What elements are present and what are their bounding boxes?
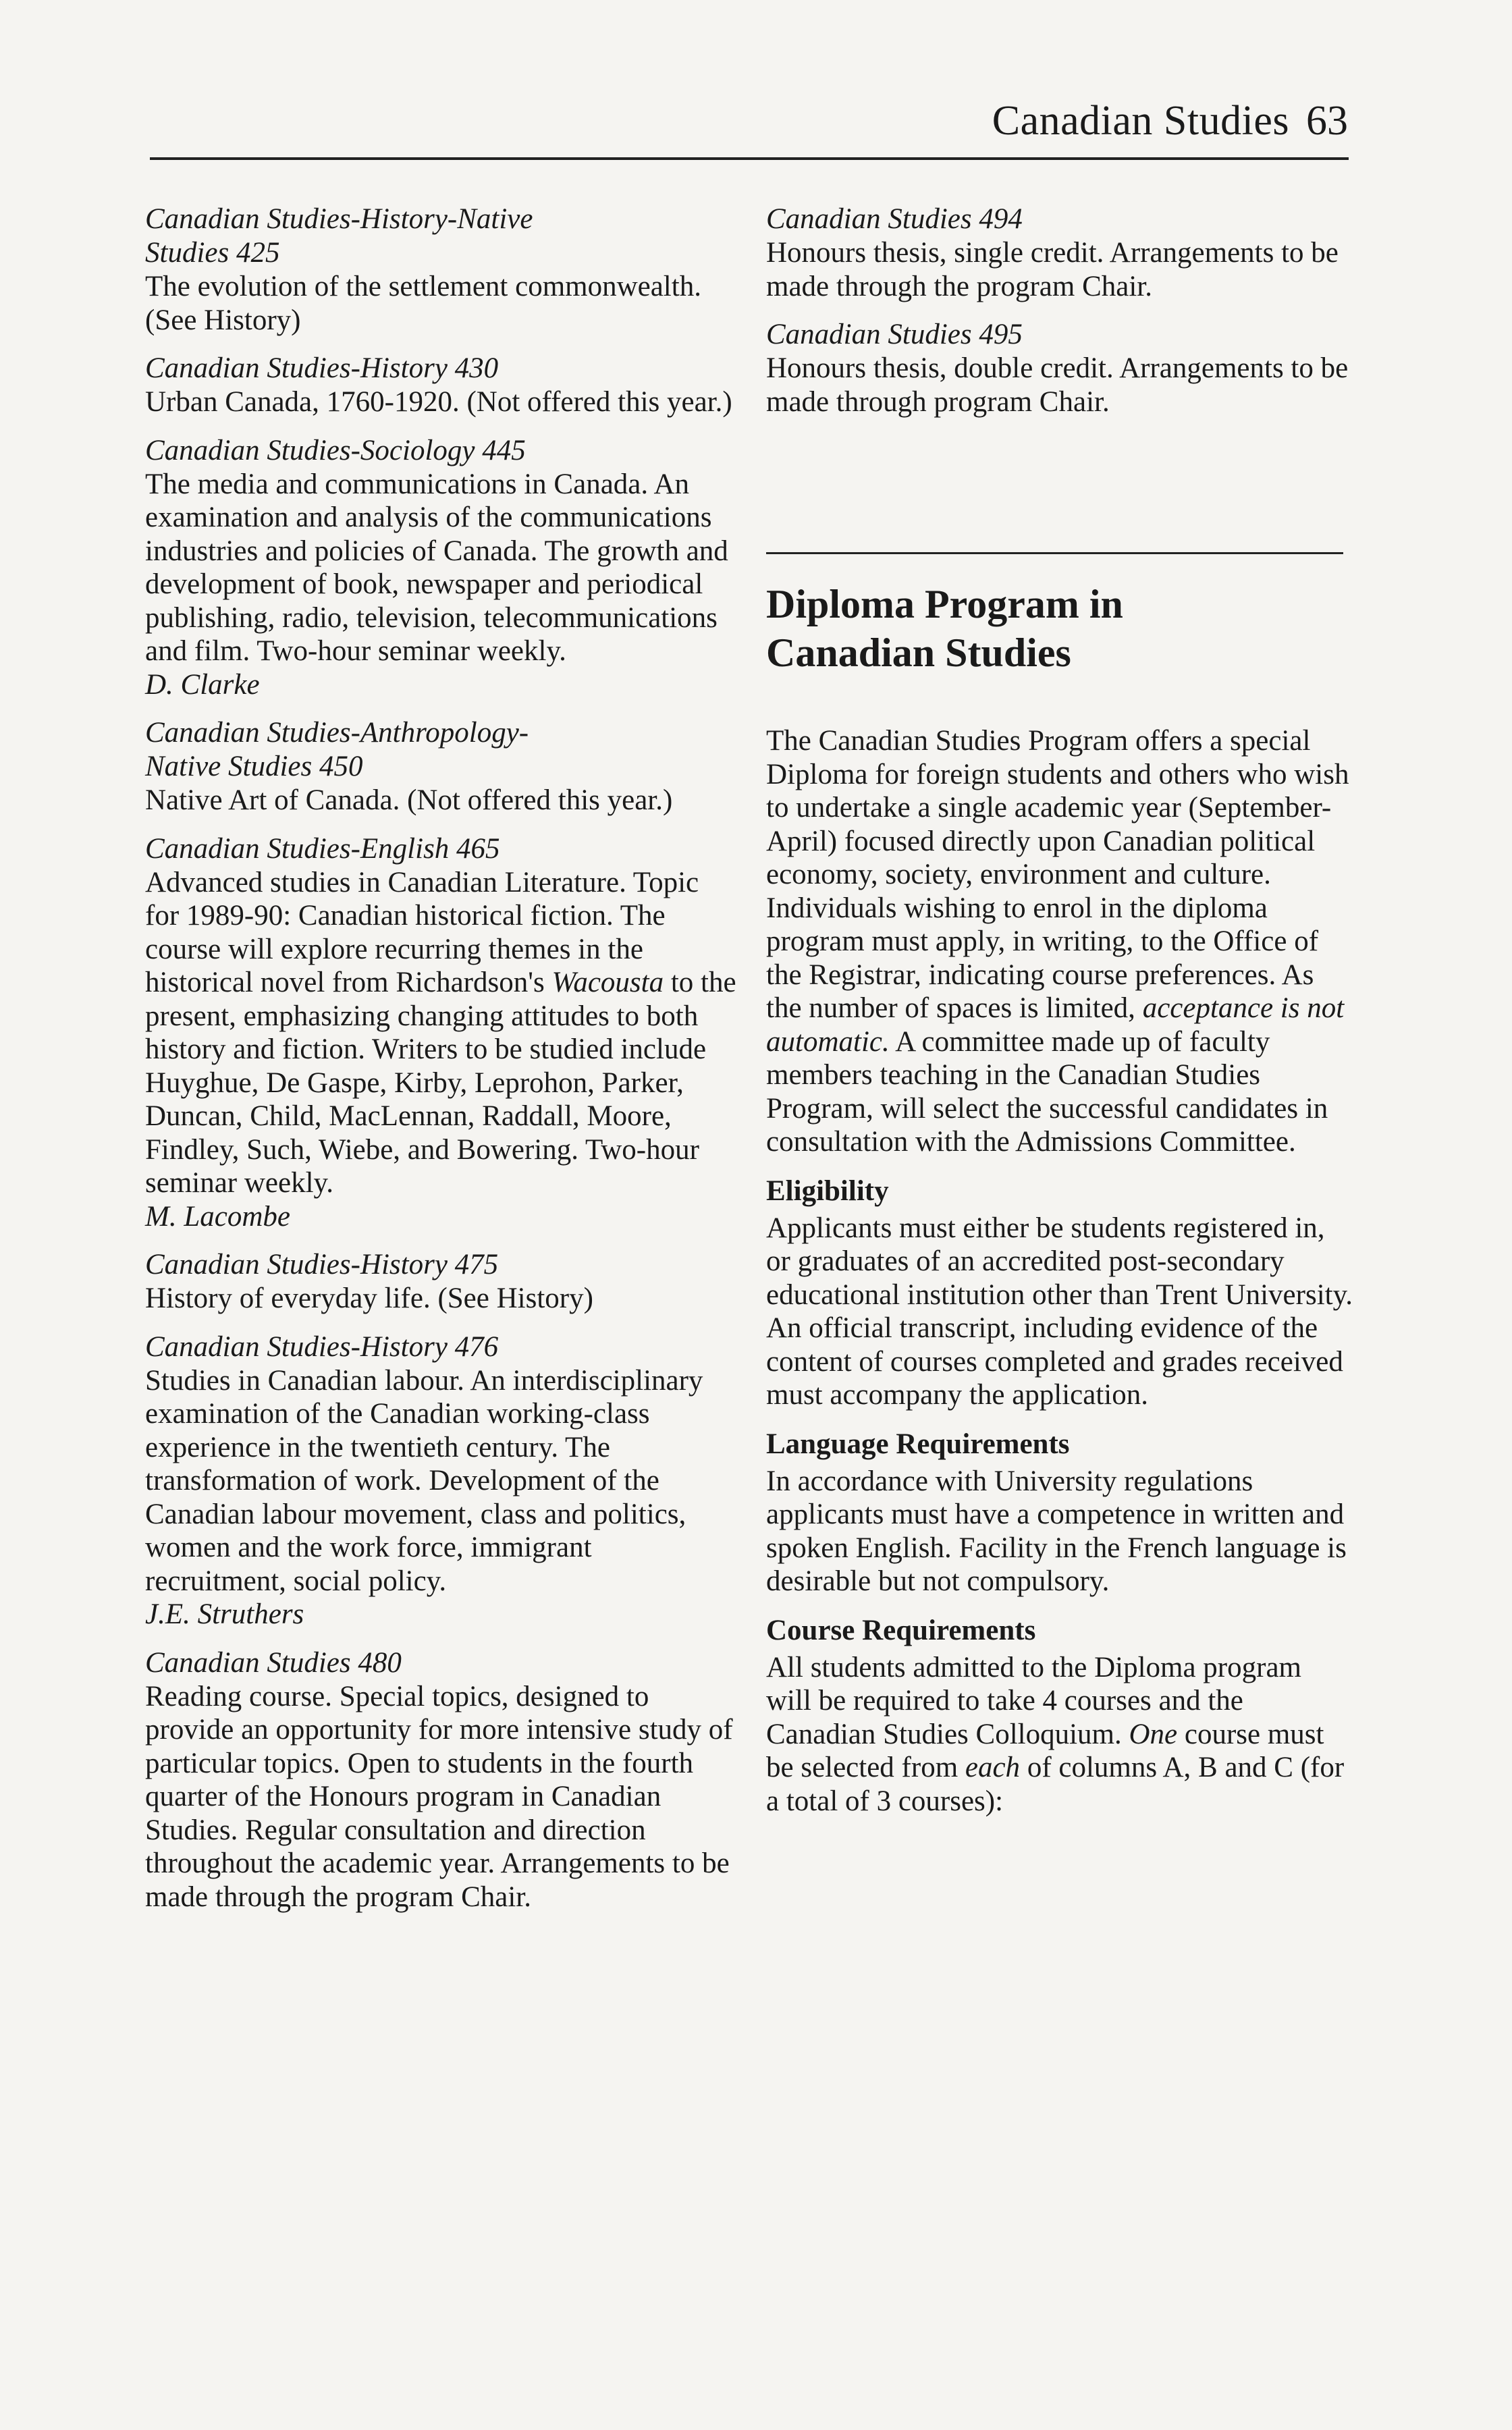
emphasis-text: acceptance is not automatic.: [766, 992, 1345, 1058]
course-description: Honours thesis, single credit. Arrangements to be made through the program Chair.: [766, 237, 1339, 302]
paragraph-text: All students admitted to the Diploma program will be required to take 4 courses and the Canadian Studies Colloquium.: [766, 1651, 1301, 1750]
course-entry: [145, 1248, 739, 1316]
emphasis-text: each: [965, 1752, 1021, 1783]
left-column: [145, 202, 739, 1928]
course-description: Honours thesis, double credit. Arrangements to be made through program Chair.: [766, 352, 1349, 418]
course-instructor: M. Lacombe: [145, 1200, 290, 1233]
course-title: Canadian Studies-English 465: [145, 832, 500, 865]
course-title: Canadian Studies-Anthropology- Native Studies 450: [145, 717, 529, 782]
course-description: The media and communications in Canada. An examination and analysis of the communications industries and policies of Canada. The growth and development of book, newspaper and periodical publishing, radio, television, telecommunications and film. Two-hour seminar weekly.: [145, 468, 728, 667]
course-instructor: J.E. Struthers: [145, 1598, 304, 1630]
course-description: History of everyday life. (See History): [145, 1282, 593, 1314]
page-number: 63: [1306, 98, 1348, 144]
paragraph-text: of columns A, B and C (for a total of 3 courses):: [766, 1752, 1345, 1817]
section-heading-line: Diploma Program in: [766, 582, 1123, 626]
course-entry: [766, 318, 1353, 418]
course-title: Canadian Studies-History 475: [145, 1249, 499, 1280]
section-heading-line: Canadian Studies: [766, 630, 1071, 675]
course-title: Canadian Studies-History 476: [145, 1330, 499, 1363]
description-text: Advanced studies in Canadian Literature. Topic for 1989-90: Canadian historical fiction. The course will explore recurring themes in the historical novel from Richardson's: [145, 866, 699, 998]
course-title: Canadian Studies-History 430: [145, 352, 499, 384]
section-heading: [766, 580, 1353, 677]
course-entry: [766, 202, 1353, 303]
course-description: Studies in Canadian labour. An interdisciplinary examination of the Canadian working-class experience in the twentieth century. The transformation of work. Development of the Canadian labour movement, class and politics, women and the work force, immigrant recruitment, social policy.: [145, 1364, 703, 1597]
language-paragraph: In accordance with University regulations applicants must have a competence in written and spoken English. Facility in the French language is desirable but not compulsory.: [766, 1465, 1347, 1597]
course-instructor: D. Clarke: [145, 668, 260, 701]
section-rule: [766, 552, 1343, 554]
book-title: Wacousta: [551, 967, 664, 998]
eligibility-paragraph: Applicants must either be students registered in, or graduates of an accredited post-secondary educational institution other than Trent University. An official transcript, including evidence of the content of courses completed and grades received must accompany the application.: [766, 1212, 1353, 1411]
course-title: Canadian Studies 495: [766, 319, 1023, 350]
paragraph-text: course must be selected from: [766, 1718, 1324, 1783]
course-title: Canadian Studies-History-Native Studies 425: [145, 203, 533, 269]
course-entry: [145, 1646, 739, 1914]
course-description: Native Art of Canada. (Not offered this year.): [145, 784, 673, 816]
emphasis-text: One: [1129, 1718, 1178, 1750]
course-entry: [145, 202, 739, 337]
course-title: Canadian Studies-Sociology 445: [145, 434, 526, 466]
page-header: [0, 94, 1512, 162]
course-entry: [145, 434, 739, 702]
header-rule: [150, 157, 1349, 160]
course-requirements-paragraph: [766, 1651, 1353, 1818]
course-title: Canadian Studies 494: [766, 203, 1023, 235]
course-entry: [145, 716, 739, 817]
language-heading: Language Requirements: [766, 1428, 1070, 1460]
course-description: Reading course. Special topics, designed to provide an opportunity for more intensive study of particular topics. Open to students in the fourth quarter of the Honours program in Canadian Studies. Regular consultation and direction throughout the academic year. Arrangements to be made through the program Chair.: [145, 1680, 733, 1913]
paragraph-text: A committee made up of faculty members teaching in the Canadian Studies Program, will select the successful candidates in consultation with the Admissions Committee.: [766, 1025, 1328, 1158]
course-title: Canadian Studies 480: [145, 1646, 402, 1679]
course-description: [145, 866, 739, 1200]
eligibility-heading: Eligibility: [766, 1174, 889, 1207]
running-head: Canadian Studies: [992, 98, 1289, 144]
course-description: Urban Canada, 1760-1920. (Not offered this year.): [145, 386, 732, 418]
course-description: The evolution of the settlement commonwealth. (See History): [145, 271, 701, 336]
paragraph-text: The Canadian Studies Program offers a special Diploma for foreign students and others who wish to undertake a single academic year (September-April) focused directly upon Canadian political economy, society, environment and culture. Individuals wishing to enrol in the diploma program must apply, in writing, to the Office of the Registrar, indicating course preferences. As the number of spaces is limited,: [766, 725, 1349, 1024]
right-column: [766, 202, 1353, 1833]
intro-paragraph: [766, 724, 1353, 1159]
course-requirements-heading: Course Requirements: [766, 1614, 1036, 1646]
course-entry: [145, 352, 739, 419]
description-text: to the present, emphasizing changing attitudes to both history and fiction. Writers to be studied include Huyghue, De Gaspe, Kirby, Leprohon, Parker, Duncan, Child, MacLennan, Raddall, Moore, Findley, Such, Wiebe, and Bowering. Two-hour seminar weekly.: [145, 967, 736, 1199]
course-entry: [145, 1330, 739, 1631]
course-entry: [145, 832, 739, 1234]
